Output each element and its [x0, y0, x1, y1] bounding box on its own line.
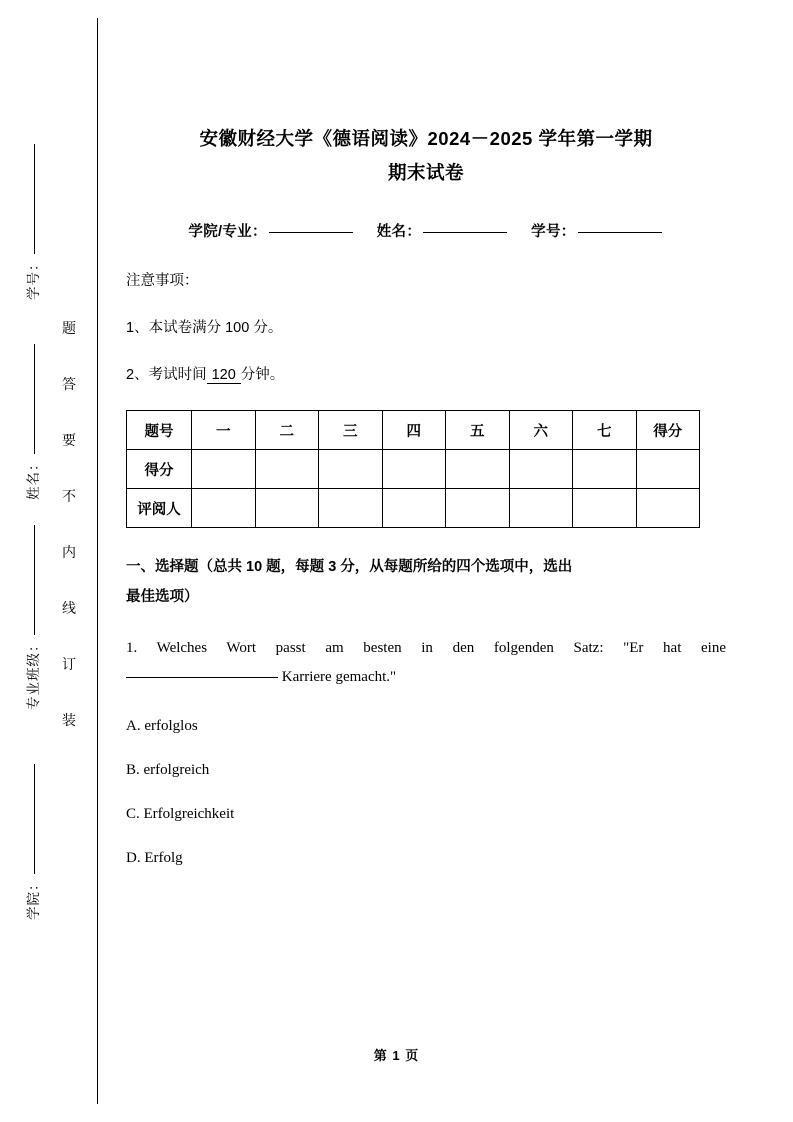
name-label: 姓名： [376, 224, 422, 240]
question-1-option-d[interactable]: D. Erfolg [126, 850, 183, 866]
score-cell[interactable] [319, 489, 383, 528]
binding-char: 线 [62, 600, 76, 616]
notice-item-1: 1、本试卷满分 100 分。 [126, 320, 283, 336]
binding-margin [0, 0, 120, 1122]
question-1-stem-line-2-text: Karriere gemacht." [281, 669, 397, 685]
student-name-rule [33, 345, 35, 455]
score-cell: 二 [255, 411, 319, 450]
student-id-label-text: 学号： [26, 256, 41, 300]
question-1-stem-line-2 [126, 662, 726, 692]
question-1-option-b[interactable]: B. erfolgreich [126, 762, 210, 778]
table-row [127, 489, 700, 528]
college-label-text: 学院： [26, 876, 41, 920]
score-cell[interactable] [573, 489, 637, 528]
score-cell[interactable] [319, 450, 383, 489]
page-footer: 第 1 页 [373, 1048, 420, 1063]
college-major-label: 学院/专业： [188, 224, 267, 240]
table-row [127, 450, 700, 489]
score-cell[interactable] [192, 450, 256, 489]
binding-char: 内 [62, 544, 76, 560]
section-heading [126, 552, 726, 612]
id-blank[interactable] [578, 231, 662, 233]
question-1-option-a[interactable]: A. erfolglos [126, 718, 198, 734]
college-label [22, 660, 42, 920]
binding-char: 题 [62, 320, 76, 336]
binding-char: 装 [62, 712, 76, 728]
score-cell[interactable] [446, 489, 510, 528]
score-cell[interactable] [382, 450, 446, 489]
title-line-1: 安徽财经大学《德语阅读》2024－2025 学年第一学期 [199, 128, 653, 149]
binding-vertical-rule [97, 18, 98, 1104]
section-heading-line-1: 一、选择题（总共 10 题，每题 3 分，从每题所给的四个选项中，选出 [126, 559, 573, 575]
score-cell: 六 [509, 411, 573, 450]
binding-char: 不 [62, 488, 76, 504]
score-row-header: 评阅人 [127, 489, 192, 528]
question-1-stem-line-1: 1. Welches Wort passt am besten in den folgenden Satz: "Er hat eine [126, 640, 726, 656]
binding-char: 订 [62, 656, 76, 672]
section-heading-line-2: 最佳选项） [126, 589, 199, 605]
notice-item-2-prefix: 2、考试时间 [126, 367, 207, 383]
score-row-header: 题号 [127, 411, 192, 450]
score-cell: 得分 [636, 411, 700, 450]
notice-item-2 [126, 363, 726, 384]
question-1-fill-blank[interactable] [126, 676, 278, 678]
score-cell[interactable] [573, 450, 637, 489]
score-cell[interactable] [636, 489, 700, 528]
id-label: 学号： [531, 224, 576, 240]
page-title [126, 0, 726, 190]
binding-char: 答 [62, 376, 76, 392]
score-cell: 三 [319, 411, 383, 450]
score-cell: 五 [446, 411, 510, 450]
score-cell[interactable] [509, 450, 573, 489]
name-blank[interactable] [423, 231, 507, 233]
score-row-header: 得分 [127, 450, 192, 489]
score-cell[interactable] [382, 489, 446, 528]
binding-inner-text-column [56, 300, 82, 748]
notice-item-2-suffix: 分钟。 [240, 367, 285, 383]
score-cell: 四 [382, 411, 446, 450]
class-rule [33, 526, 35, 636]
score-cell[interactable] [255, 450, 319, 489]
score-cell[interactable] [255, 489, 319, 528]
college-major-blank[interactable] [269, 231, 353, 233]
student-name-label-text: 姓名： [26, 456, 41, 500]
paper-body [126, 0, 726, 868]
table-row [127, 411, 700, 450]
student-id-rule [33, 145, 35, 255]
class-label-text: 专业班级： [26, 637, 41, 710]
title-line-2: 期末试卷 [387, 162, 464, 183]
college-rule [33, 765, 35, 875]
score-table [126, 410, 700, 528]
score-cell[interactable] [636, 450, 700, 489]
score-cell[interactable] [509, 489, 573, 528]
question-1-option-c[interactable]: C. Erfolgreichkeit [126, 806, 235, 822]
notice-heading: 注意事项： [126, 273, 199, 289]
student-info-line [126, 220, 726, 241]
score-cell: 一 [192, 411, 256, 450]
score-cell[interactable] [446, 450, 510, 489]
binding-char: 要 [62, 432, 76, 448]
exam-duration-value: 120 [207, 367, 241, 384]
score-cell[interactable] [192, 489, 256, 528]
score-cell: 七 [573, 411, 637, 450]
